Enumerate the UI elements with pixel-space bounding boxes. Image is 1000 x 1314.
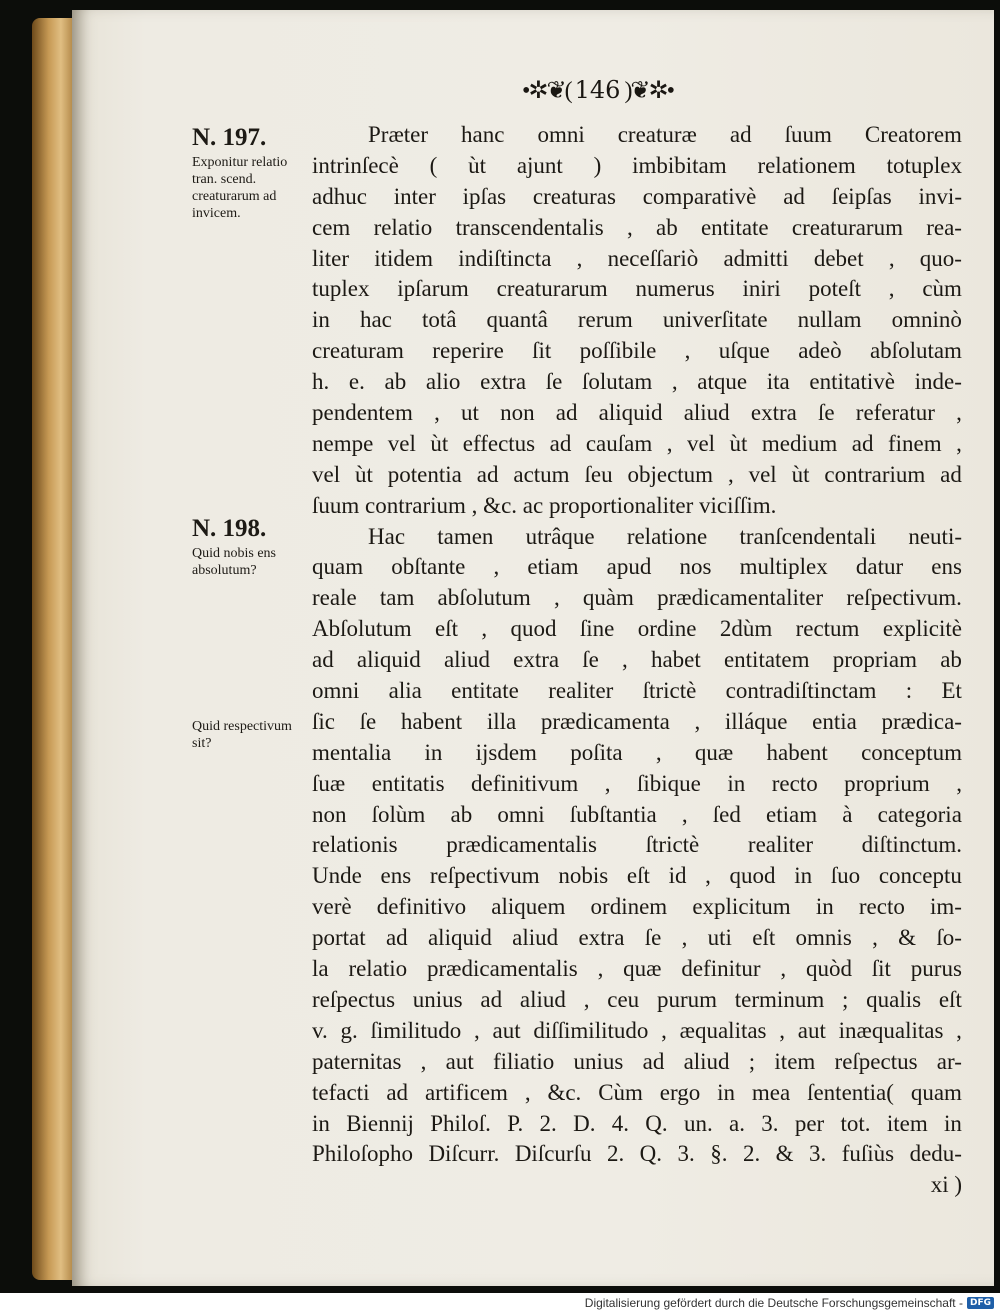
text-line: nempe vel ùt effectus ad cauſam , vel ùt medium ad finem , [312, 430, 962, 456]
margin-note-text: Quid respectivum sit? [192, 719, 292, 751]
text-line: ſic ſe habent illa prædicamenta , illáque entia prædica- [312, 708, 962, 734]
text-line: tefacti ad artificem , &c. Cùm ergo in mea ſententia( quam [312, 1079, 962, 1105]
text-line: in Biennij Philoſ. P. 2. D. 4. Q. un. a. 3. per tot. item in [312, 1110, 962, 1136]
ornament-right-icon: )❦✲• [624, 77, 674, 104]
text-line: portat ad aliquid aliud extra ſe , uti eſt omnis , & ſo- [312, 925, 962, 951]
text-line: Præter hanc omni creaturæ ad ſuum Creatorem [368, 122, 962, 147]
text-line: cem relatio transcendentalis , ab entitate creaturarum rea- [312, 214, 962, 240]
text-line: omni alia entitate realiter ſtrictè contradiſtinctam : Et [312, 678, 962, 704]
text-line: mentalia in ijsdem poſita , quæ habent conceptum [312, 739, 962, 765]
text-line: la relatio prædicamentalis , quæ definitur , quòd ſit purus [312, 956, 962, 982]
text-line: Hac tamen utrâque relatione tranſcendentali neuti- [368, 523, 962, 549]
margin-note-number: N. 198. [192, 515, 267, 542]
text-line: ſuum contrarium , &c. ac proportionaliter viciſſim. [312, 492, 777, 518]
text-line: ſuæ entitatis definitivum , ſibique in recto proprium , [312, 770, 962, 796]
page-header [522, 70, 673, 110]
page-number: 146 [574, 76, 621, 104]
text-line: quam obſtante , etiam apud nos multiplex datur ens [312, 554, 962, 580]
text-line: relationis prædicamentalis ſtrictè realiter diſtinctum. [312, 832, 962, 858]
ornament-left-icon: •✲❦( [522, 77, 571, 104]
text-line: pendentem , ut non ad aliquid aliud extra ſe referatur , [312, 400, 962, 426]
text-line: adhuc inter ipſas creaturas comparativè ad ſeipſas invi- [312, 183, 962, 209]
text-line: non ſolùm ab omni ſubſtantia , ſed etiam à categoria [312, 801, 962, 827]
funding-footer [585, 1296, 994, 1310]
text-line: Philoſopho Diſcurr. Diſcurſu 2. Q. 3. §. 2. & 3. fuſiùs dedu- [312, 1141, 962, 1167]
text-line: reſpectus unius ad aliud , ceu purum terminum ; qualis eſt [312, 986, 962, 1012]
text-line: verè definitivo aliquem ordinem explicitum in recto im- [312, 894, 962, 920]
funding-text: Digitalisierung gefördert durch die Deutsche Forschungsgemeinschaft - [584, 1296, 963, 1310]
text-line: creaturam reperire ſit poſſibile , uſque adeò abſolutam [312, 338, 962, 364]
main-text-block [312, 120, 962, 1201]
margin-note-text: Quid nobis ens absolutum? [192, 546, 276, 578]
margin-note-number: N. 197. [192, 124, 267, 151]
text-line: reale tam abſolutum , quàm prædicamentaliter reſpectivum. [312, 585, 962, 611]
dfg-logo-icon: DFG [967, 1297, 994, 1309]
margin-note-respectivum [192, 718, 294, 752]
margin-note-197 [192, 124, 294, 222]
text-line: v. g. ſimilitudo , aut diſſimilitudo , æqualitas , aut inæqualitas , [312, 1017, 962, 1043]
text-line: Unde ens reſpectivum nobis eſt id , quod in ſuo conceptu [312, 863, 962, 889]
text-line: tuplex ipſarum creaturarum numerus iniri poteſt , cùm [312, 276, 962, 302]
text-line: ad aliquid aliud extra ſe , habet entitatem propriam ab [312, 647, 962, 673]
margin-note-text: Exponitur relatio tran. scend. creaturarum ad invicem. [192, 155, 288, 221]
text-line: in hac totâ quantâ rerum univerſitate nullam omninò [312, 307, 962, 333]
text-line: liter itidem indiſtincta , neceſſariò admitti debet , quo- [312, 245, 962, 271]
margin-note-198 [192, 515, 294, 579]
text-line: intrinſecè ( ùt ajunt ) imbibitam relationem totuplex [312, 152, 962, 178]
text-line: paternitas , aut filiatio unius ad aliud ; item reſpectus ar- [312, 1048, 962, 1074]
text-line: h. e. ab alio extra ſe ſolutam , atque ita entitativè inde- [312, 369, 962, 395]
text-line: xi ) [930, 1172, 962, 1198]
text-line: Abſolutum eſt , quod ſine ordine 2dùm rectum explicitè [312, 616, 962, 642]
text-line: vel ùt potentia ad actum ſeu objectum , vel ùt contrarium ad [312, 461, 962, 487]
